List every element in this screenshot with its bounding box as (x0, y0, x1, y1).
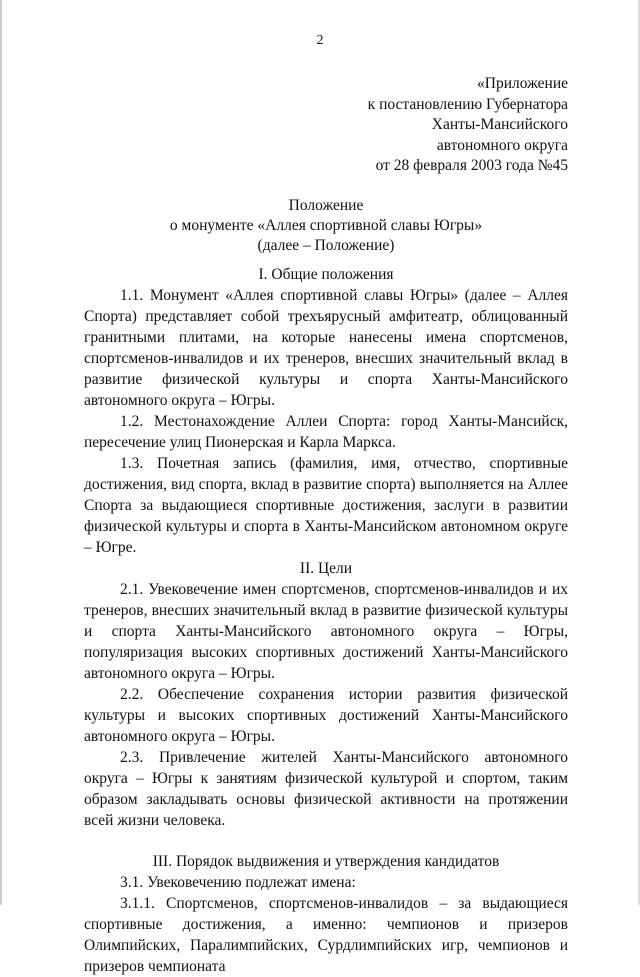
appendix-line: к постановлению Губернатора (367, 95, 568, 113)
appendix-line: Ханты-Мансийского (431, 116, 568, 133)
paragraph-1-3: 1.3. Почетная запись (фамилия, имя, отчество, спортивные достижения, вид спорта, вклад в развитие спорта) выполняется на Аллее Спорта за выдающиеся спортивные достижения, заслуги в развитии физической культуры и спорта в Ханты-Мансийском автономном округе – Югре. (84, 455, 568, 556)
appendix-line: «Приложение (477, 75, 568, 92)
paragraph-2-2: 2.2. Обеспечение сохранения истории развития физической культуры и высоких спортивных достижений Ханты-Мансийского автономного округа – Югры. (84, 686, 568, 745)
appendix-line: автономного округа (436, 136, 568, 154)
paragraph-2-1: 2.1. Увековечение имен спортсменов, спортсменов-инвалидов и их тренеров, внесших значительный вклад в развитие физической культуры и спорта Ханты-Мансийского автономного округа – Югры, популяризация высоких спортивных достижений Ханты-Мансийского автономного округа – Югры. (84, 581, 568, 682)
appendix-header (248, 74, 568, 177)
appendix-line: от 28 февраля 2003 года №45 (375, 157, 568, 174)
paragraph-3-1-1: 3.1.1. Спортсменов, спортсменов-инвалидов – за выдающиеся спортивные достижения, а именно: чемпионов и призеров Олимпийских, Паралимпийских, Сурдлимпийских игр, чемпионов и призеров чемпионата (84, 895, 568, 975)
paragraph-2-3: 2.3. Привлечение жителей Ханты-Мансийского автономного округа – Югры к занятиям физической культурой и спортом, таким образом закладывать основы физической активности на протяжении всей жизни человека. (84, 749, 568, 829)
paragraph-1-2: 1.2. Местонахождение Аллеи Спорта: город Ханты-Мансийск, пересечение улиц Пионерская и Карла Маркса. (84, 413, 568, 451)
document-title (84, 196, 568, 256)
title-line-3: (далее – Положение) (257, 237, 395, 254)
scan-edge-left (0, 0, 2, 905)
section-heading-procedure: III. Порядок выдвижения и утверждения кандидатов (152, 853, 500, 870)
section-heading-general: I. Общие положения (258, 266, 394, 283)
page-number: 2 (316, 33, 324, 48)
title-line-1: Положение (288, 197, 364, 214)
document-body (84, 264, 568, 977)
paragraph-1-1: 1.1. Монумент «Аллея спортивной славы Югры» (далее – Аллея Спорта) представляет собой трехъярусный амфитеатр, облицованный гранитными плитами, на которые нанесены имена спортсменов, спортсменов-инвалидов и их тренеров, внесших значительный вклад в развитие физической культуры и спорта Ханты-Мансийского автономного округа – Югры. (84, 287, 568, 409)
title-line-2: о монументе «Аллея спортивной славы Югры» (169, 217, 483, 234)
section-heading-goals: II. Цели (299, 560, 353, 577)
paragraph-3-1: 3.1. Увековечению подлежат имена: (120, 874, 356, 891)
